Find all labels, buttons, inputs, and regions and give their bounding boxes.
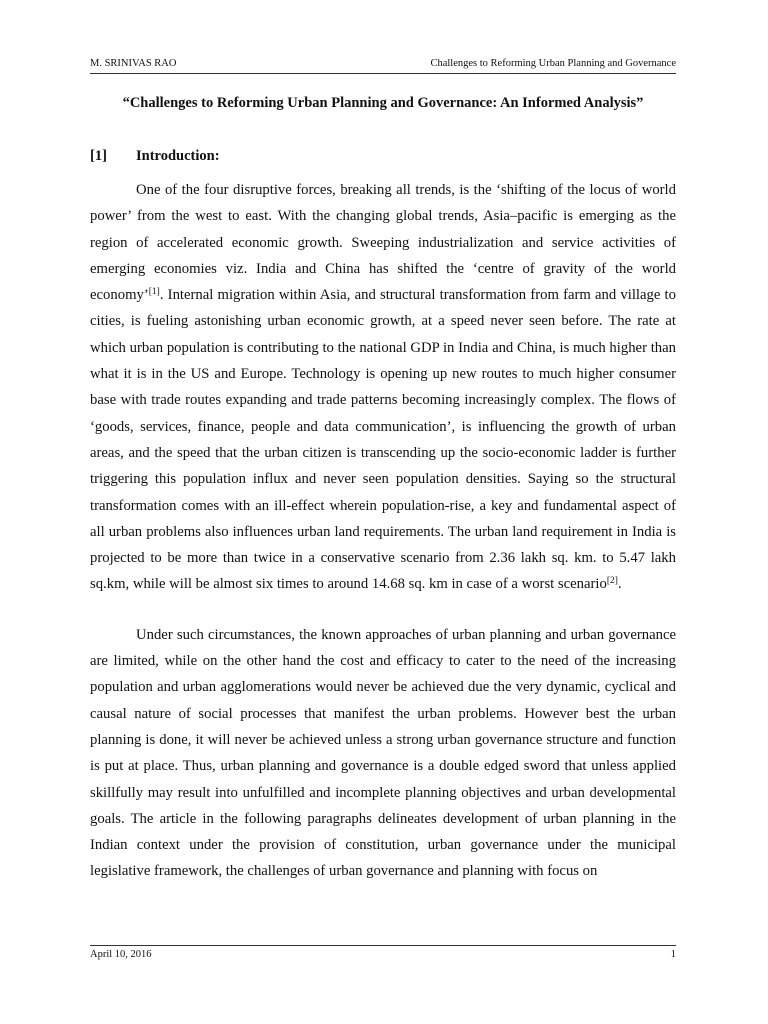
footer-rule [90, 945, 676, 946]
paragraph-1-part-2: . Internal migration within Asia, and structural transformation from farm and village to cities, is fueling astonishing urban economic growth, at a speed never seen before. The rate at which urban population is contributing to the national GDP in India and China, is much higher than what it is in the US and Europe. Technology is opening up new routes to much higher consumer base with trade routes expanding and trade patterns becoming increasingly complex. The flows of ‘goods, services, finance, people and data communication’, is influencing the growth of urban areas, and the speed that the urban citizen is transcending up the socio-economic ladder is further triggering this population influx and never seen population densities. Saying so the structural transformation comes with an ill-effect wherein population-rise, a key and fundamental aspect of all urban problems also influences urban land requirements. The urban land requirement in India is projected to be more than twice in a conservative scenario from 2.36 lakh sq. km. to 5.47 lakh sq.km, while will be almost six times to around 14.68 sq. km in case of a worst scenario [90, 287, 676, 593]
header-author: M. SRINIVAS RAO [90, 58, 177, 69]
paragraph-1-part-1: One of the four disruptive forces, breaking all trends, is the ‘shifting of the locus of world power’ from the west to east. With the changing global trends, Asia–pacific is emerging as the region of accelerated economic growth. Sweeping industrialization and service activities of emerging economies viz. India and China has shifted the ‘centre of gravity of the world economy’ [90, 182, 676, 304]
body-text [90, 177, 676, 885]
running-header [90, 57, 676, 71]
paragraph-1-part-3: . [617, 576, 622, 593]
paragraph-1 [90, 177, 676, 598]
header-rule [90, 73, 676, 74]
footnote-ref-1[interactable]: [1] [148, 287, 160, 298]
page-number: 1 [670, 949, 676, 960]
footer-date: April 10, 2016 [90, 949, 152, 960]
section-number: [1] [90, 148, 107, 164]
paragraph-2: Under such circumstances, the known approaches of urban planning and urban governance are limited, while on the other hand the cost and efficacy to cater to the need of the increasing population and urban agglomerations would never be achieved due the very dynamic, cyclical and causal nature of social processes that manifest the urban problems. However best the urban planning is done, it will never be achieved unless a strong urban governance structure and function is put at place. Thus, urban planning and governance is a double edged sword that unless applied skillfully may result into unfulfilled and incomplete planning objectives and urban developmental goals. The article in the following paragraphs delineates development of urban planning in the Indian context under the provision of constitution, urban governance under the municipal legislative framework, the challenges of urban governance and planning with focus on [90, 626, 676, 880]
header-running-title: Challenges to Reforming Urban Planning and Governance [430, 58, 676, 69]
document-title: “Challenges to Reforming Urban Planning and Governance: An Informed Analysis” [122, 95, 644, 111]
footnote-ref-2[interactable]: [2] [606, 576, 618, 587]
section-heading-text: Introduction: [136, 148, 220, 164]
section-heading [90, 147, 220, 165]
running-footer [90, 948, 676, 962]
